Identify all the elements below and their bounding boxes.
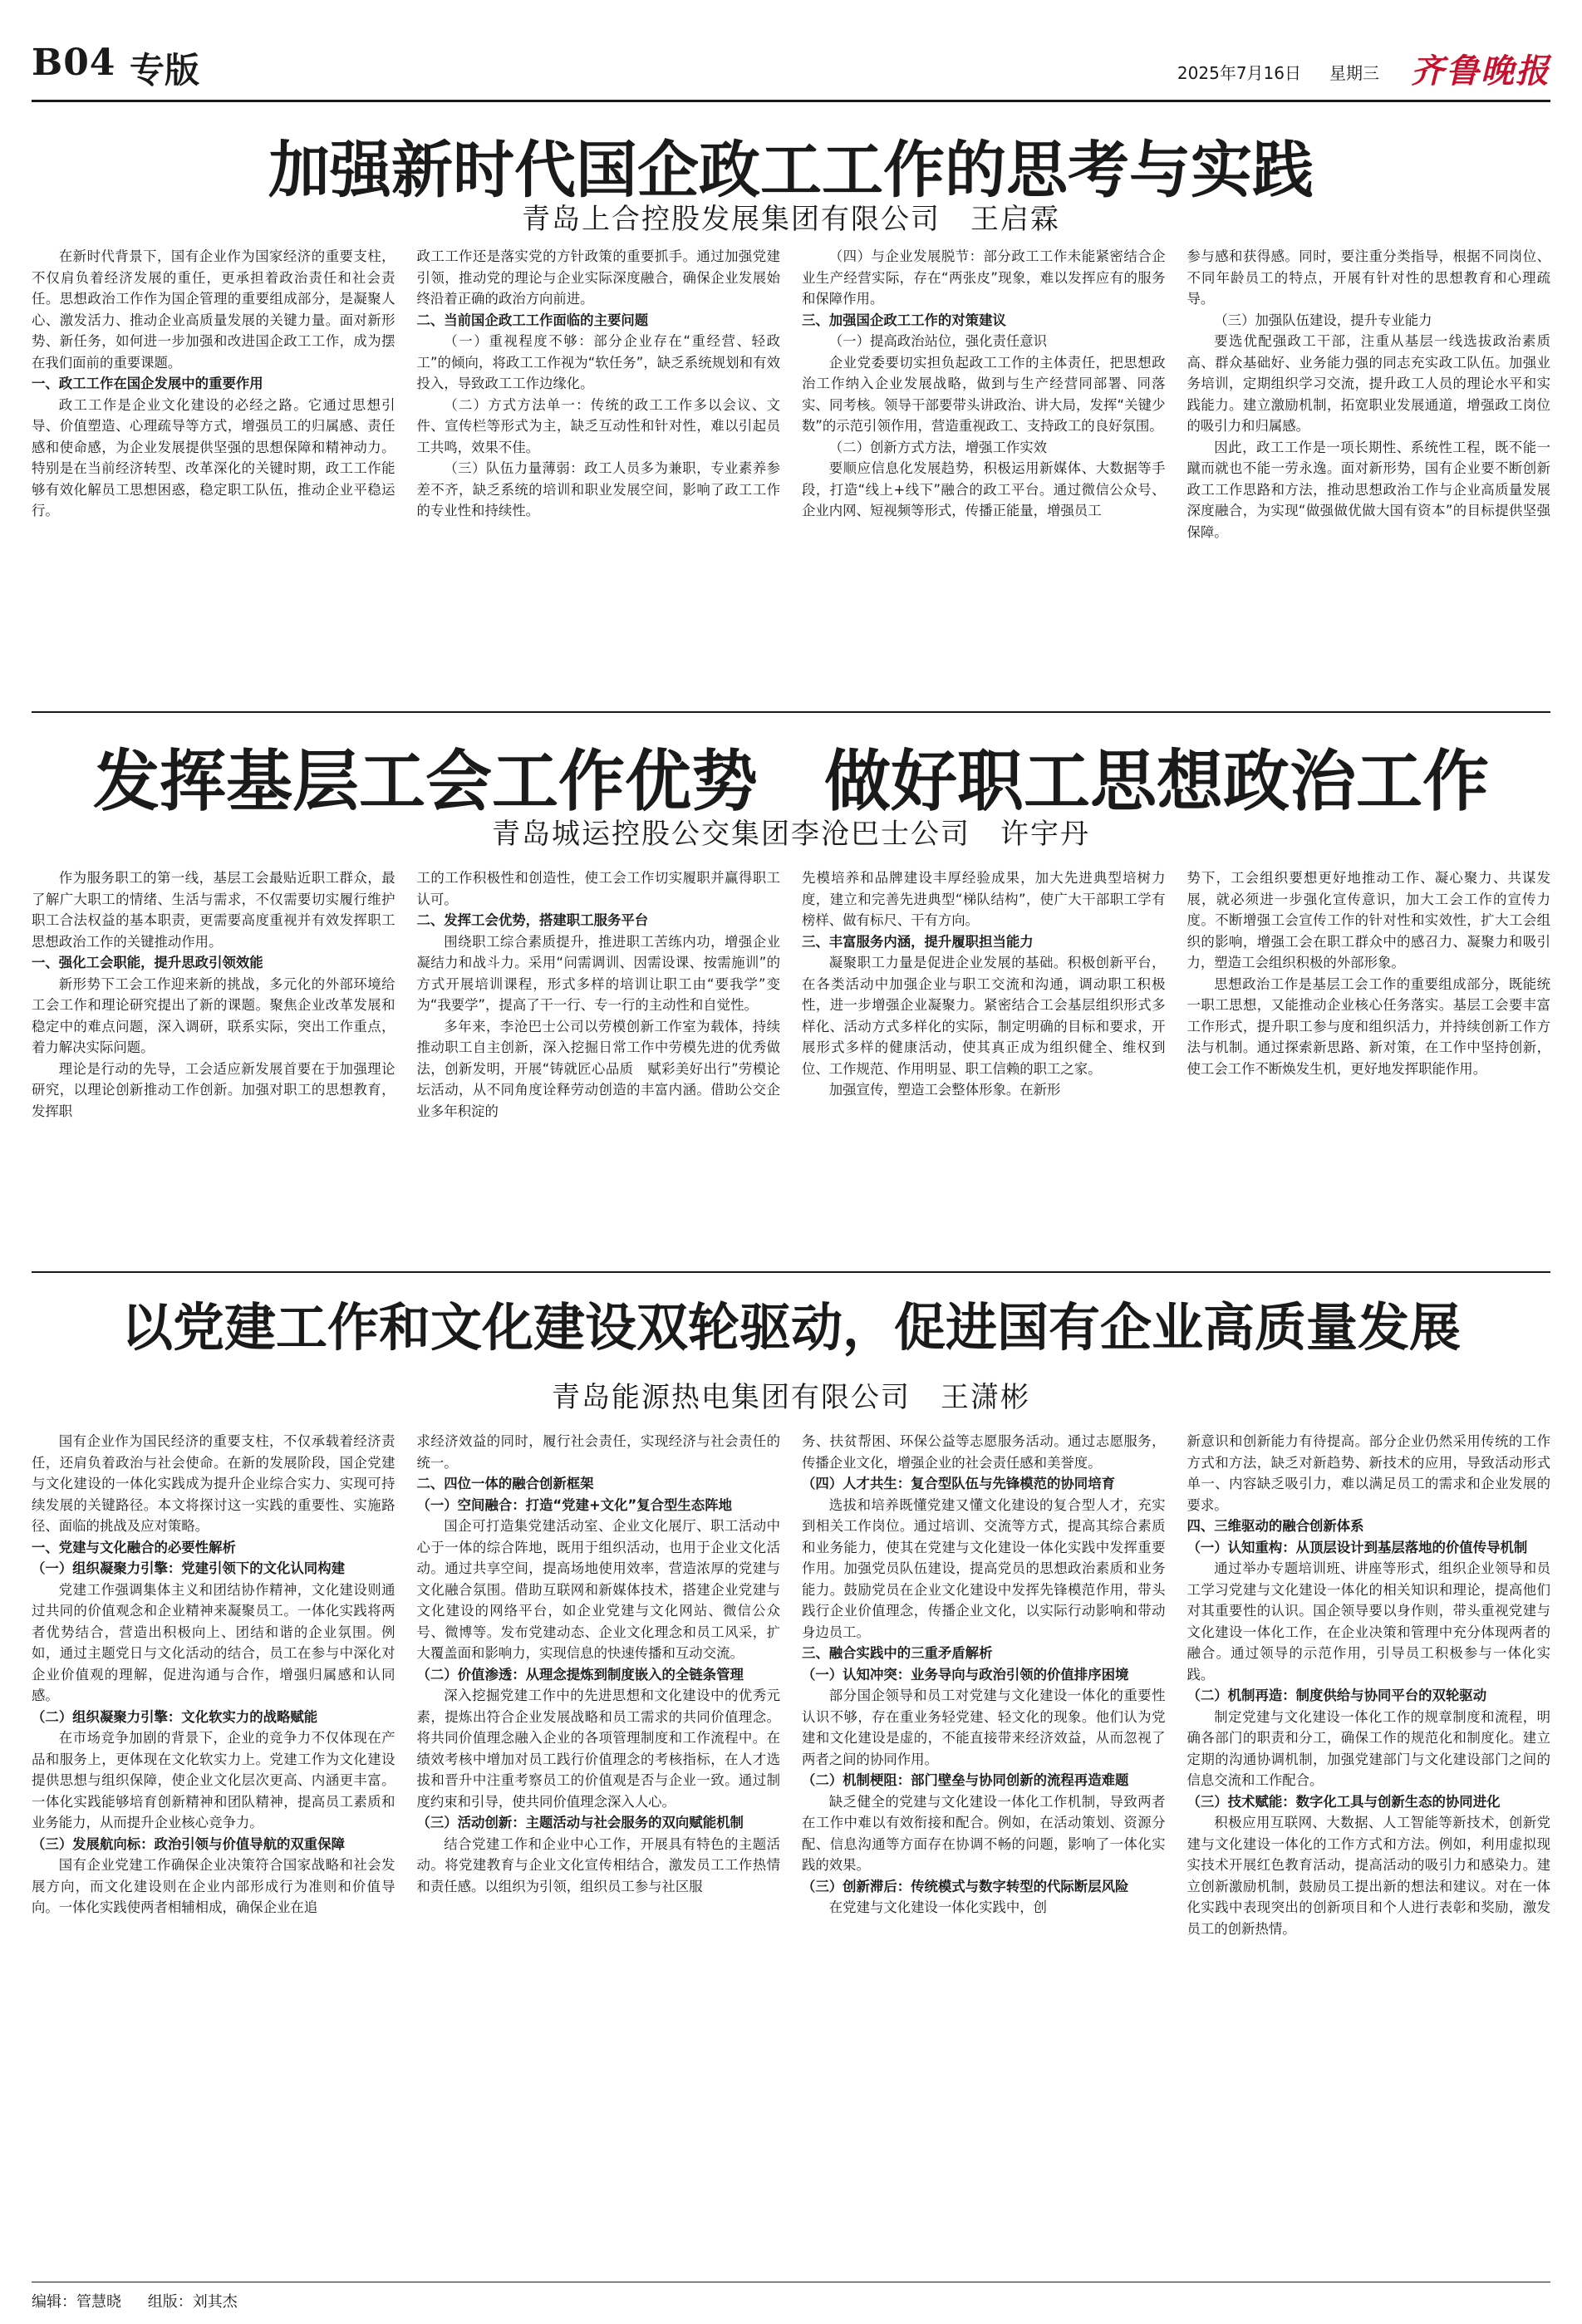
- paragraph: （四）与企业发展脱节：部分政工工作未能紧密结合企业生产经营实际，存在“两张皮”现象，难以发挥应有的服务和保障作用。: [802, 248, 1166, 307]
- paragraph: 新形势下工会工作迎来新的挑战，多元化的外部环境给工会工作和理论研究提出了新的课题。聚焦企业改革发展和稳定中的难点问题，深入调研，联系实际，突出工作重点，着力解决实际问题。: [32, 975, 396, 1055]
- text-column: [417, 1431, 781, 2277]
- article-3-byline: 青岛能源热电集团有限公司 王潇彬: [552, 1381, 1030, 1414]
- paragraph: 务、扶贫帮困、环保公益等志愿服务活动。通过志愿服务，传播企业文化，增强企业的社会责任感和美誉度。: [802, 1433, 1166, 1471]
- section-heading: （四）人才共生：复合型队伍与先锋模范的协同培育: [802, 1476, 1115, 1491]
- paragraph: 求经济效益的同时，履行社会责任，实现经济与社会责任的统一。: [416, 1433, 780, 1471]
- paragraph: 制定党建与文化建设一体化工作的规章制度和流程，明确各部门的职责和分工，确保工作的规范化和制度化。建立定期的沟通协调机制，加强党建部门与文化建设部门之间的信息交流和工作配合。: [1186, 1708, 1550, 1788]
- text-column: [417, 867, 781, 1258]
- section-heading: 二、四位一体的融合创新框架: [416, 1476, 594, 1491]
- page-footer: [32, 2290, 1550, 2312]
- masthead-rule: [32, 100, 1550, 102]
- article-1-headline: 加强新时代国企政工工作的思考与实践: [268, 135, 1314, 206]
- article-3-body: [32, 1431, 1550, 2277]
- paragraph: 缺乏健全的党建与文化建设一体化工作机制，导致两者在工作中难以有效衔接和配合。例如，在活动策划、资源分配、信息沟通等方面存在协调不畅的问题，影响了一体化实践的效果。: [802, 1793, 1166, 1873]
- paragraph: 国企可打造集党建活动室、企业文化展厅、职工活动中心于一体的综合阵地，既用于组织活动，也用于企业文化活动。通过共享空间，提高场地使用效率，营造浓厚的党建与文化融合氛围。借助互联网和新媒体技术，搭建企业党建与文化建设的网络平台，如企业党建与文化网站、微信公众号、微博等。发布党建动态、企业文化理念和员工风采，扩大覆盖面和影响力，实现信息的快速传播和互动交流。: [416, 1518, 780, 1661]
- text-column: [32, 867, 396, 1258]
- paragraph: 积极应用互联网、大数据、人工智能等新技术，创新党建与文化建设一体化的工作方式和方法。例如，利用虚拟现实技术开展红色教育活动，提高活动的吸引力和感染力。建立创新激励机制，鼓励员工提出新的想法和建议。对在一体化实践中表现突出的创新项目和个人进行表彰和奖励，激发员工的创新热情。: [1186, 1815, 1550, 1937]
- section-heading: （三）发展航向标：政治引领与价值导航的双重保障: [32, 1835, 345, 1852]
- paragraph: 国有企业作为国民经济的重要支柱，不仅承载着经济责任，还肩负着政治与社会使命。在新的发展阶段，国企党建与文化建设的一体化实践成为提升企业综合实力、实现可持续发展的关键路径。本文将探讨这一实践的重要性、实施路径、面临的挑战及应对策略。: [32, 1433, 396, 1534]
- paragraph: 思想政治工作是基层工会工作的重要组成部分，既能统一职工思想，又能推动企业核心任务落实。基层工会要丰富工作形式，提升职工参与度和组织活力，并持续创新工作方法与机制。通过探索新思路、新对策，在工作中坚持创新，使工会工作不断焕发生机，更好地发挥职能作用。: [1186, 975, 1550, 1077]
- paragraph: （三）队伍力量薄弱：政工人员多为兼职，专业素养参差不齐，缺乏系统的培训和职业发展空间，影响了政工工作的专业性和持续性。: [416, 460, 780, 518]
- paragraph: 多年来，李沧巴士公司以劳模创新工作室为载体，持续推动职工自主创新，深入挖掘日常工作中劳模先进的优秀做法，创新发明，开展“铸就匠心品质 赋彩美好出行”劳模论坛活动，从不同角度诠释劳动创造的丰富内涵。借助公交企业多年积淀的: [416, 1018, 780, 1119]
- issue-weekday: 星期三: [1329, 63, 1379, 83]
- section-heading: 二、当前国企政工工作面临的主要问题: [416, 312, 649, 328]
- paragraph: （一）重视程度不够：部分企业存在“重经营、轻政工”的倾向，将政工工作视为“软任务”，缺乏系统规划和有效投入，导致政工工作边缘化。: [416, 333, 780, 391]
- section-heading: 四、三维驱动的融合创新体系: [1186, 1518, 1364, 1534]
- section-heading: （一）组织凝聚力引擎：党建引领下的文化认同构建: [32, 1560, 345, 1576]
- paragraph: 选拔和培养既懂党建又懂文化建设的复合型人才，充实到相关工作岗位。通过培训、交流等方式，提高其综合素质和业务能力，使其在党建与文化建设一体化实践中发挥重要作用。加强党员队伍建设，提高党员的思想政治素质和业务能力。鼓励党员在企业文化建设中发挥先锋模范作用，带头践行企业价值理念，传播企业文化，以实际行动影响和带动身边员工。: [802, 1496, 1166, 1640]
- paragraph: 先模培养和品牌建设丰厚经验成果，加大先进典型培树力度，建立和完善先进典型“梯队结构”，使广大干部职工学有榜样、做有标尺、干有方向。: [802, 870, 1166, 928]
- text-column: [1187, 867, 1551, 1258]
- article-2-body: [32, 867, 1550, 1258]
- page-number: B04: [32, 42, 116, 84]
- section-heading: （三）活动创新：主题活动与社会服务的双向赋能机制: [416, 1815, 744, 1830]
- article-divider: [32, 1271, 1550, 1273]
- paragraph: 企业党委要切实担负起政工工作的主体责任，把思想政治工作纳入企业发展战略，做到与生产经营同部署、同落实、同考核。领导干部要带头讲政治、讲大局，发挥“关键少数”的示范引领作用，营造重视政工、支持政工的良好氛围。: [802, 354, 1166, 434]
- section-name: 专版: [130, 50, 200, 91]
- paragraph: 围绕职工综合素质提升，推进职工苦练内功，增强企业凝结力和战斗力。采用“问需调训、因需设课、按需施训”的方式开展培训课程，形式多样的培训让职工由“要我学”变为“我要学”，提高了干一行、专一行的主动性和自觉性。: [416, 933, 780, 1013]
- text-column: [32, 1431, 396, 2277]
- text-column: [1187, 1431, 1551, 2277]
- article-2-byline: 青岛城运控股公交集团李沧巴士公司 许宇丹: [492, 818, 1090, 851]
- section-heading: （二）机制再造：制度供给与协同平台的双轮驱动: [1186, 1688, 1487, 1703]
- text-column: [417, 246, 781, 695]
- paragraph: 势下，工会组织要想更好地推动工作、凝心聚力、共谋发展，就必须进一步强化宣传意识，加大工会工作的宣传力度。不断增强工会宣传工作的针对性和实效性，扩大工会组织的影响，增强工会在职工群众中的感召力、凝聚力和吸引力，塑造工会组织积极的外部形象。: [1186, 870, 1550, 970]
- paragraph: 作为服务职工的第一线，基层工会最贴近职工群众，最了解广大职工的情绪、生活与需求，不仅需要切实履行维护职工合法权益的基本职责，更需要高度重视并有效发挥职工思想政治工作的关键推动作用。: [32, 870, 396, 950]
- article-2-headline: 发挥基层工会工作优势 做好职工思想政治工作: [93, 742, 1489, 820]
- section-heading: 一、政工工作在国企发展中的重要作用: [32, 376, 263, 391]
- section-heading: 二、发挥工会优势，搭建职工服务平台: [416, 912, 649, 928]
- paragraph: 国有企业党建工作确保企业决策符合国家战略和社会发展方向，而文化建设则在企业内部形成行为准则和价值导向。一体化实践使两者相辅相成，确保企业在追: [32, 1857, 396, 1915]
- paragraph: 党建工作强调集体主义和团结协作精神，文化建设则通过共同的价值观念和企业精神来凝聚员工。一体化实践将两者优势结合，营造出积极向上、团结和谐的企业氛围。例如，通过主题党日与文化活动的结合，员工在参与中深化对企业价值观的理解，促进沟通与合作，增强归属感和认同感。: [32, 1581, 396, 1703]
- section-heading: （三）技术赋能：数字化工具与创新生态的协同进化: [1186, 1793, 1501, 1810]
- section-heading: 三、丰富服务内涵，提升履职担当能力: [802, 933, 1034, 950]
- paragraph: 部分国企领导和员工对党建与文化建设一体化的重要性认识不够，存在重业务轻党建、轻文化的现象。他们认为党建和文化建设是虚的，不能直接带来经济效益，从而忽视了两者之间的协同作用。: [802, 1688, 1166, 1767]
- paragraph: 在新时代背景下，国有企业作为国家经济的重要支柱，不仅肩负着经济发展的重任，更承担着政治责任和社会责任。思想政治工作作为国企管理的重要组成部分，是凝聚人心、激发活力、推动企业高质量发展的关键力量。面对新形势、新任务，如何进一步加强和改进国企政工工作，成为摆在我们面前的重要课题。: [32, 248, 396, 371]
- masthead: [32, 38, 1550, 98]
- section-heading: 一、党建与文化融合的必要性解析: [32, 1539, 236, 1555]
- section-heading: 三、加强国企政工工作的对策建议: [802, 312, 1006, 328]
- text-column: [32, 246, 396, 695]
- newspaper-logo: 齐鲁晚报: [1411, 52, 1550, 91]
- paragraph: 结合党建工作和企业中心工作，开展具有特色的主题活动。将党建教育与企业文化宣传相结合，激发员工工作热情和责任感。以组织为引领，组织员工参与社区服: [416, 1835, 780, 1894]
- issue-date: 2025年7月16日: [1177, 63, 1301, 83]
- paragraph: （三）加强队伍建设，提升专业能力: [1214, 312, 1432, 328]
- section-heading: （二）机制梗阻：部门壁垒与协同创新的流程再造难题: [802, 1772, 1129, 1788]
- article-1-body: [32, 246, 1550, 695]
- paragraph: 要顺应信息化发展趋势，积极运用新媒体、大数据等手段，打造“线上+线下”融合的政工平台。通过微信公众号、企业内网、短视频等形式，传播正能量，增强员工: [802, 460, 1166, 518]
- paragraph: 深入挖掘党建工作中的先进思想和文化建设中的优秀元素，提炼出符合企业发展战略和员工需求的共同价值理念。将共同价值理念融入企业的各项管理制度和工作流程中。在绩效考核中增加对员工践行价值理念的考核指标，在人才选拔和晋升中注重考察员工的价值观是否与企业一致。通过制度约束和引导，使共同价值理念深入人心。: [416, 1688, 780, 1810]
- paragraph: 因此，政工工作是一项长期性、系统性工程，既不能一蹴而就也不能一劳永逸。面对新形势，国有企业要不断创新政工工作思路和方法，推动思想政治工作与企业高质量发展深度融合，为实现“做强做优做大国有资本”的目标提供坚强保障。: [1186, 439, 1550, 540]
- paragraph: 理论是行动的先导，工会适应新发展首要在于加强理论研究，以理论创新推动工作创新。加强对职工的思想教育，发挥职: [32, 1060, 396, 1119]
- paragraph: 通过举办专题培训班、讲座等形式，组织企业领导和员工学习党建与文化建设一体化的相关知识和理论，提高他们对其重要性的认识。国企领导要以身作则，带头重视党建与文化建设一体化工作，在企业决策和管理中充分体现两者的融合。通过领导的示范作用，引导员工积极参与一体化实践。: [1186, 1560, 1550, 1683]
- section-heading: （二）组织凝聚力引擎：文化软实力的战略赋能: [32, 1708, 318, 1725]
- text-column: [802, 1431, 1166, 2277]
- editor-credit: 编辑：管慧晓: [32, 2293, 121, 2311]
- paragraph: 在党建与文化建设一体化实践中，创: [828, 1899, 1048, 1915]
- article-divider: [32, 711, 1550, 713]
- paragraph: 新意识和创新能力有待提高。部分企业仍然采用传统的工作方式和方法，缺乏对新趋势、新技术的应用，导致活动形式单一、内容缺乏吸引力，难以满足员工的需求和企业发展的要求。: [1186, 1433, 1550, 1513]
- paragraph: 参与感和获得感。同时，要注重分类指导，根据不同岗位、不同年龄员工的特点，开展有针对性的思想教育和心理疏导。: [1186, 248, 1550, 307]
- layout-credit: 组版：刘其杰: [147, 2293, 238, 2311]
- text-column: [1187, 246, 1551, 695]
- text-column: [802, 246, 1166, 695]
- section-heading: （一）认知冲突：业务导向与政治引领的价值排序困境: [802, 1666, 1129, 1683]
- text-column: [802, 867, 1166, 1258]
- section-heading: （三）创新滞后：传统模式与数字转型的代际断层风险: [802, 1878, 1129, 1894]
- paragraph: 在市场竞争加剧的背景下，企业的竞争力不仅体现在产品和服务上，更体现在文化软实力上。党建工作为文化建设提供思想与组织保障，使企业文化层次更高、内涵更丰富。一体化实践能够培育创新精神和团队精神，提高员工素质和业务能力，从而提升企业核心竞争力。: [32, 1730, 396, 1830]
- paragraph: 要选优配强政工干部，注重从基层一线选拔政治素质高、群众基础好、业务能力强的同志充实政工队伍。加强业务培训，定期组织学习交流，提升政工人员的理论水平和实践能力。建立激励机制，拓宽职业发展通道，增强政工岗位的吸引力和归属感。: [1186, 333, 1550, 434]
- paragraph: （二）创新方式方法，增强工作实效: [828, 439, 1048, 455]
- section-heading: 三、融合实践中的三重矛盾解析: [802, 1645, 993, 1661]
- paragraph: （一）提高政治站位，强化责任意识: [828, 333, 1048, 349]
- paragraph: （二）方式方法单一：传统的政工工作多以会议、文件、宣传栏等形式为主，缺乏互动性和针对性，难以引起员工共鸣，效果不佳。: [416, 396, 780, 455]
- paragraph: 政工工作是企业文化建设的必经之路。它通过思想引导、价值塑造、心理疏导等方式，增强员工的归属感、责任感和使命感，为企业发展提供坚强的思想保障和精神动力。特别是在当前经济转型、改革深化的关键时期，政工工作能够有效化解员工思想困惑，稳定职工队伍，推动企业平稳运行。: [32, 396, 396, 518]
- paragraph: 工的工作积极性和创造性，使工会工作切实履职并赢得职工认可。: [416, 870, 780, 907]
- paragraph: 政工工作还是落实党的方针政策的重要抓手。通过加强党建引领，推动党的理论与企业实际深度融合，确保企业发展始终沿着正确的政治方向前进。: [416, 248, 780, 307]
- article-1-byline: 青岛上合控股发展集团有限公司 王启霖: [522, 203, 1060, 236]
- section-heading: （二）价值渗透：从理念提炼到制度嵌入的全链条管理: [416, 1666, 744, 1683]
- section-heading: （一）认知重构：从顶层设计到基层落地的价值传导机制: [1186, 1539, 1528, 1555]
- section-heading: （一）空间融合：打造“党建+文化”复合型生态阵地: [416, 1496, 732, 1513]
- paragraph: 凝聚职工力量是促进企业发展的基础。积极创新平台，在各类活动中加强企业与职工交流和沟通，调动职工积极性，进一步增强企业凝聚力。紧密结合工会基层组织形式多样化、活动方式多样化的实际，制定明确的目标和要求，开展形式多样的健康活动，使其真正成为组织健全、维权到位、工作规范、作用明显、职工信赖的职工之家。: [802, 955, 1166, 1077]
- paragraph: 加强宣传，塑造工会整体形象。在新形: [828, 1082, 1061, 1098]
- article-3-headline: 以党建工作和文化建设双轮驱动，促进国有企业高质量发展: [120, 1297, 1461, 1358]
- section-heading: 一、强化工会职能，提升思政引领效能: [32, 955, 263, 970]
